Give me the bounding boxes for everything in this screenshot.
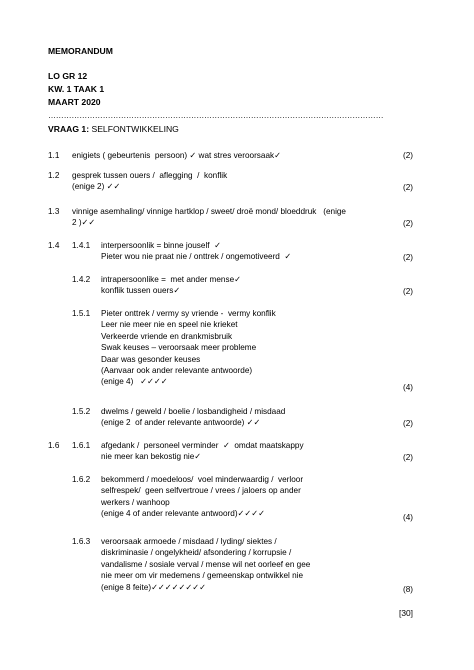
subquestion-number: 1.6.3: [72, 537, 91, 546]
question-mark: (2): [402, 219, 413, 228]
question-mark: (8): [402, 585, 413, 594]
question-mark: (2): [402, 151, 413, 160]
question-number: 1.2: [48, 171, 60, 180]
question-answer: gesprek tussen ouers / aflegging / konflik (enige 2) ✓✓: [72, 171, 228, 192]
subquestion-number: 1.4.1: [72, 241, 91, 250]
question-number: 1.4: [48, 241, 60, 250]
document-title: MEMORANDUM: [48, 46, 113, 56]
question-answer: bekommerd / moedeloos/ voel minderwaardig / verloor selfrespek/ geen selfvertroue / vrees / jaloers op ander werkers / wanhoop (enige 4 of ander relevante antwoord)✓✓✓✓: [101, 475, 304, 519]
document-date: MAART 2020: [48, 97, 101, 107]
question-mark: (4): [402, 383, 413, 392]
question-answer: veroorsaak armoede / misdaad / lyding/ siektes / diskriminasie / ongelykheid/ afsondering / korrupsie / vandalisme / sosiale verval / mense wil net oorleef en gee nie meer om vir medemens / gemeenskap ontwikkel nie (enige 8 feite)✓✓✓✓✓✓✓✓: [101, 537, 311, 592]
section-name: SELFONTWIKKELING: [89, 124, 179, 134]
dotted-divider: …………………………………………………………………………………………………………………: [48, 112, 384, 120]
term-task: KW. 1 TAAK 1: [48, 84, 105, 94]
question-number: 1.6: [48, 441, 60, 450]
question-mark: (2): [402, 453, 413, 462]
subquestion-number: 1.6.1: [72, 441, 91, 450]
question-mark: (4): [402, 513, 413, 522]
question-answer: enigiets ( gebeurtenis persoon) ✓ wat stres veroorsaak✓: [72, 151, 281, 160]
question-mark: (2): [402, 287, 413, 296]
subquestion-number: 1.5.1: [72, 309, 91, 318]
section-label: VRAAG 1:: [48, 124, 90, 134]
question-number: 1.3: [48, 207, 60, 216]
question-number: 1.1: [48, 151, 60, 160]
subquestion-number: 1.6.2: [72, 475, 91, 484]
question-answer: vinnige asemhaling/ vinnige hartklop / sweet/ droë mond/ bloeddruk (enige 2 )✓✓: [72, 207, 346, 228]
question-answer: dwelms / geweld / boelie / losbandigheid / misdaad (enige 2 of ander relevante antwoorde) ✓✓: [101, 407, 286, 428]
question-answer: afgedank / personeel verminder ✓ omdat maatskappy nie meer kan bekostig nie✓: [101, 441, 304, 462]
question-answer: interpersoonlik = binne jouself ✓ Pieter wou nie praat nie / onttrek / ongemotiveerd ✓: [101, 241, 292, 262]
total-marks: [30]: [399, 608, 413, 618]
subquestion-number: 1.4.2: [72, 275, 91, 284]
question-answer: intrapersoonlike = met ander mense✓ konflik tussen ouers✓: [101, 275, 241, 296]
subject-grade: LO GR 12: [48, 71, 88, 81]
question-answer: Pieter onttrek / vermy sy vriende - vermy konflik Leer nie meer nie en speel nie krieket Verkeerde vriende en drankmisbruik Swak keuses – veroorsaak meer probleme Daar was gesonder keuses (Aanvaar ook ander relevante antwoorde) (enige 4) ✓✓✓✓: [101, 309, 276, 387]
question-mark: (2): [402, 183, 413, 192]
question-mark: (2): [402, 419, 413, 428]
section-heading: [48, 124, 179, 135]
question-mark: (2): [402, 253, 413, 262]
subquestion-number: 1.5.2: [72, 407, 91, 416]
